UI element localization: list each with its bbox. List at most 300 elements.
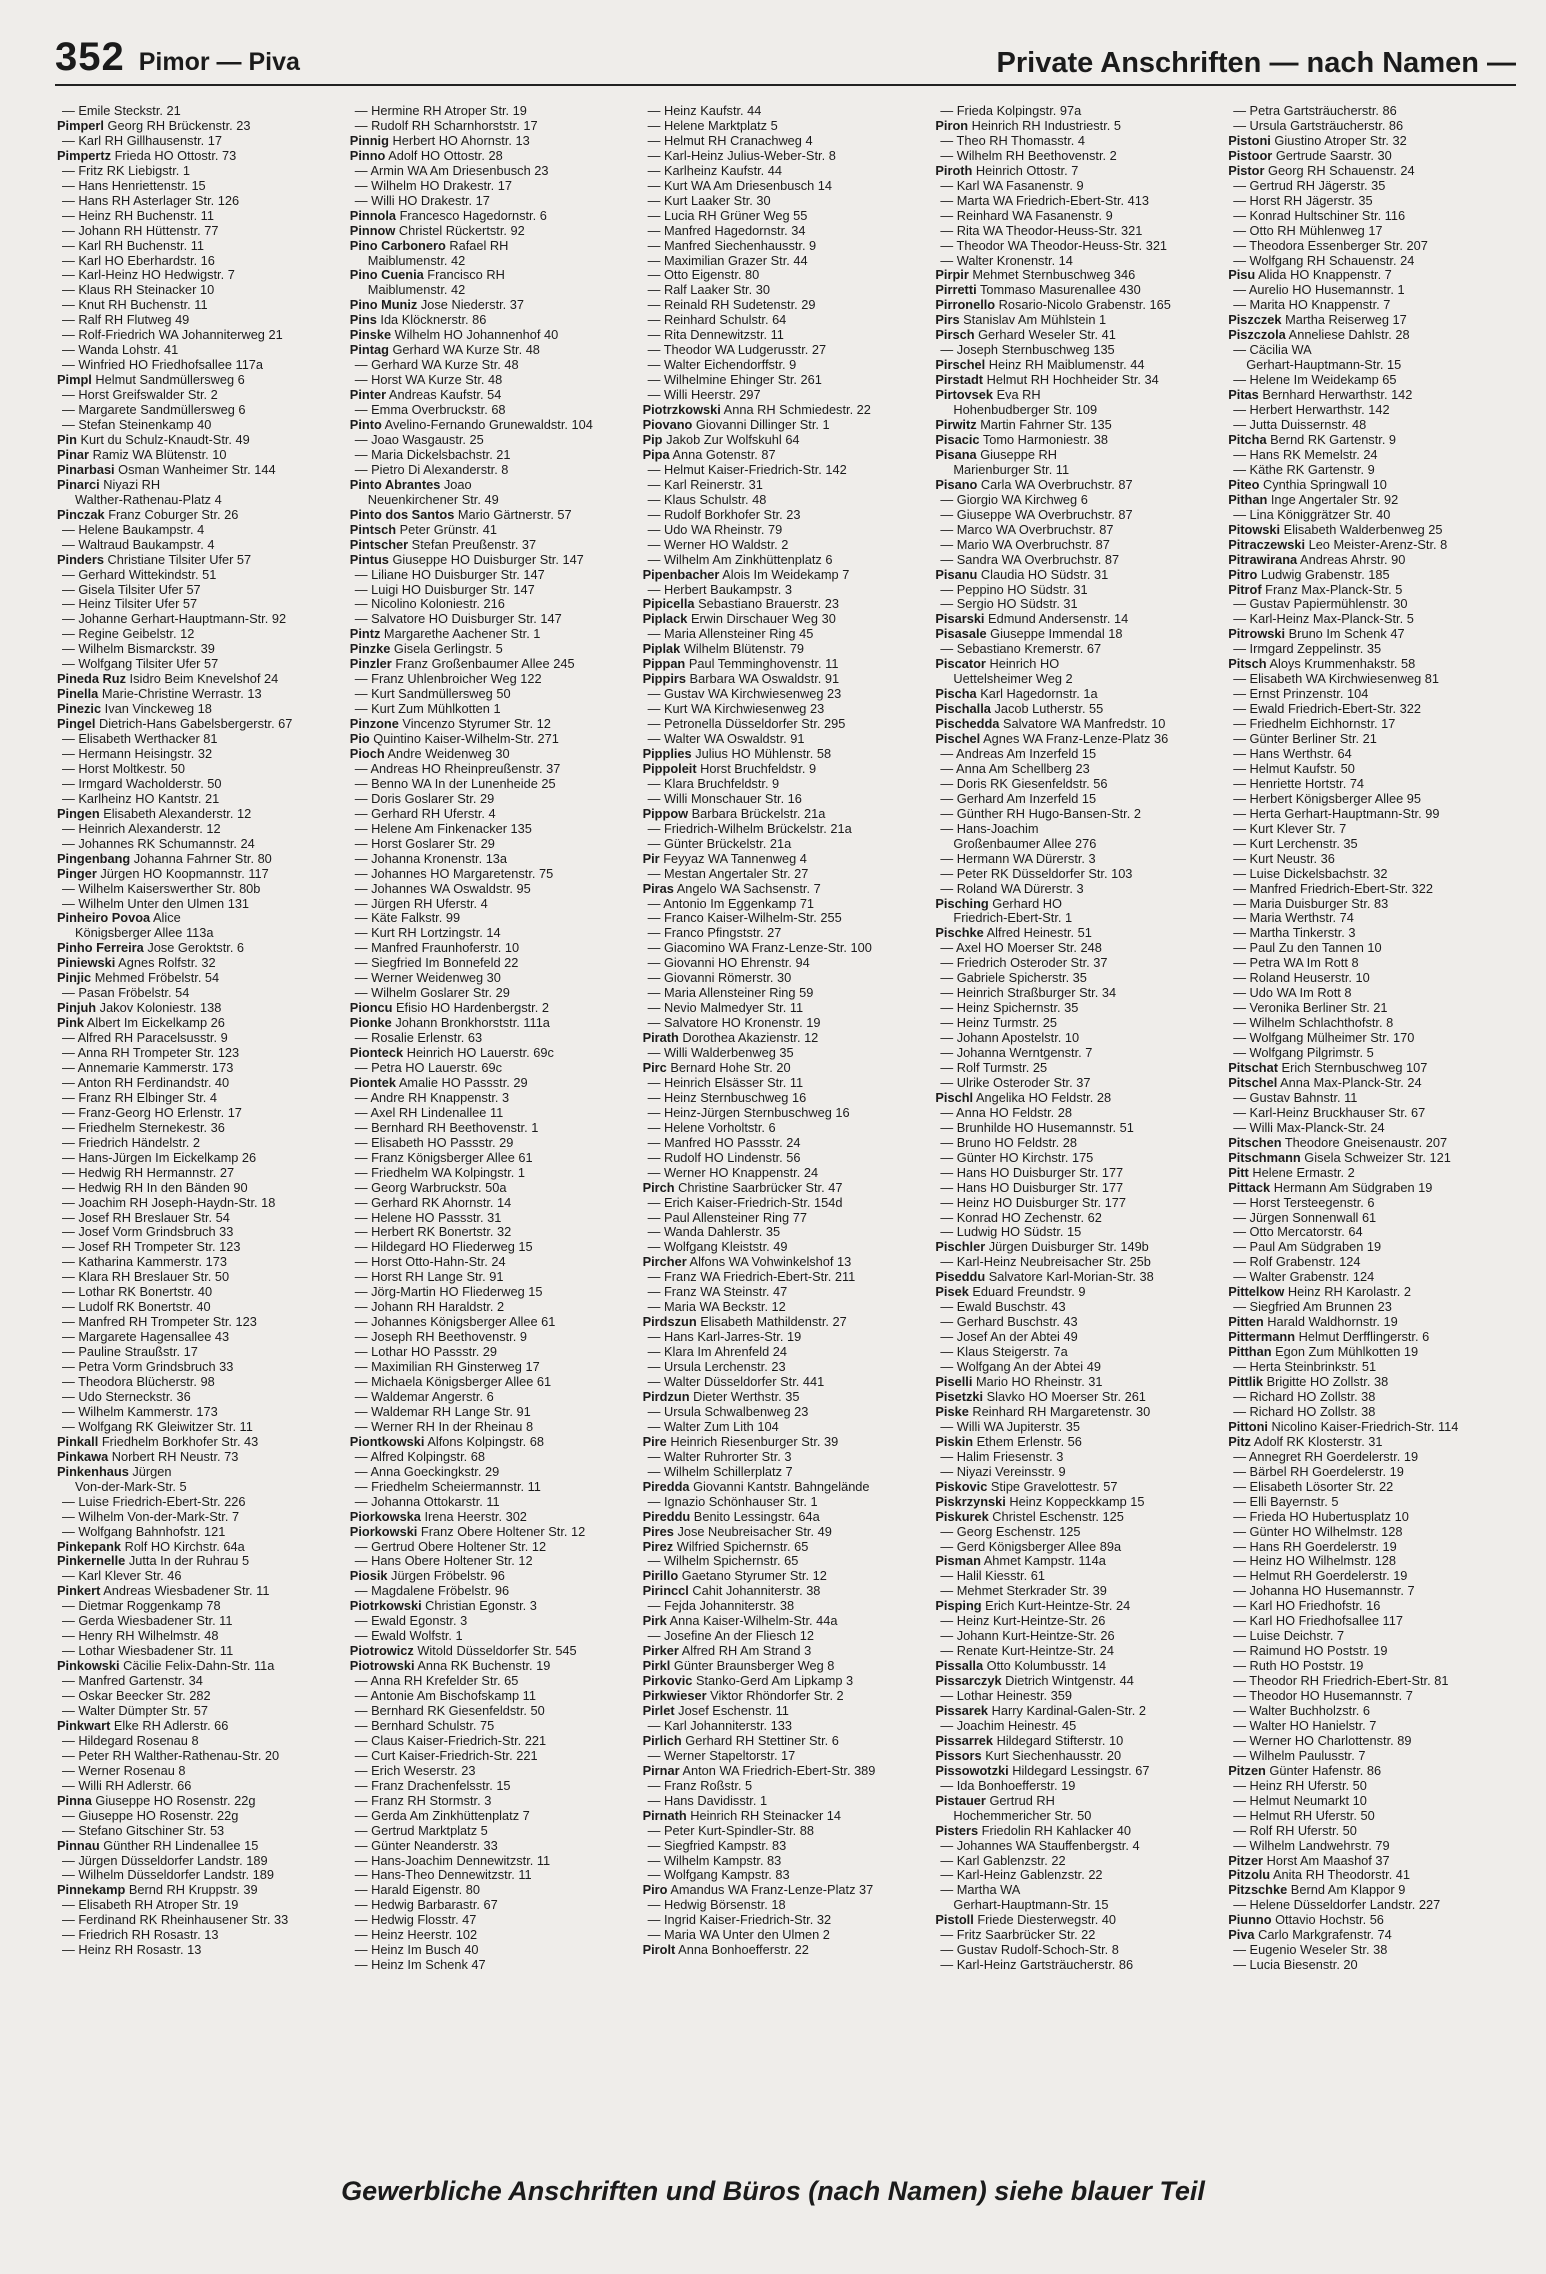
entry-surname: Pio	[349, 732, 370, 747]
directory-subentry: — Theodor HO Husemannstr. 7	[1233, 1689, 1413, 1704]
directory-subentry: — Heinz Spichernstr. 35	[940, 1001, 1079, 1016]
entry-details: Martha Reiserweg 17	[1281, 313, 1407, 328]
directory-subentry: — Willi Walderbenweg 35	[647, 1046, 794, 1061]
directory-subentry: — Hans-Joachim Dennewitzstr. 11	[354, 1853, 551, 1868]
directory-subentry: — Alfred RH Paracelsusstr. 9	[62, 1031, 228, 1046]
entry-surname: Piron	[935, 118, 969, 133]
entry-details: Irena Heerstr. 302	[420, 1509, 527, 1524]
entry-details: Salvatore Karl-Morian-Str. 38	[985, 1270, 1154, 1285]
directory-subentry: — Karl-Heinz Julius-Weber-Str. 8	[647, 148, 836, 163]
entry-surname: Pino Cuenia	[349, 268, 424, 283]
entry-details: Anna Kaiser-Wilhelm-Str. 44a	[666, 1614, 838, 1629]
entry-details: Adolf RK Klosterstr. 31	[1250, 1434, 1383, 1449]
entry-details: Jürgen Duisburger Str. 149b	[985, 1240, 1149, 1255]
directory-subentry: — Franz RH Stormstr. 3	[354, 1793, 492, 1808]
directory-subentry: — Margarete Sandmüllersweg 6	[62, 403, 246, 418]
entry-details: Horst Bruchfeldstr. 9	[696, 761, 817, 776]
directory-entry	[935, 1405, 1224, 1420]
directory-subentry: — Herbert Königsberger Allee 95	[1233, 791, 1421, 806]
entry-surname: Piro	[642, 1883, 668, 1898]
directory-subentry: — Johannes WA Stauffenbergstr. 4	[940, 1838, 1140, 1853]
entry-surname: Pinheiro Povoa	[57, 911, 151, 926]
entry-details: Harry Kardinal-Galen-Str. 2	[988, 1703, 1146, 1718]
directory-subentry: — Mario WA Overbruchstr. 87	[940, 537, 1110, 552]
entry-continuation: Großenbaumer Allee 276	[953, 836, 1097, 851]
entry-details: Leo Meister-Arenz-Str. 8	[1305, 537, 1448, 552]
entry-details: Brigitte HO Zollstr. 38	[1263, 1375, 1389, 1390]
entry-details: Bernd RH Kruppstr. 39	[125, 1883, 258, 1898]
directory-column	[643, 104, 932, 2139]
entry-surname: Pissors	[935, 1748, 982, 1763]
entry-details: Ivan Vinckeweg 18	[101, 702, 212, 717]
directory-subentry: — Oskar Beecker Str. 282	[62, 1689, 211, 1704]
directory-subentry: — Hans-Jürgen Im Eickelkamp 26	[62, 1150, 257, 1165]
entry-surname: Pischalla	[935, 702, 991, 717]
entry-details: Benito Lessingstr. 64a	[690, 1509, 820, 1524]
directory-subentry: — Klaus Schulstr. 48	[647, 492, 767, 507]
entry-details: Günther RH Lindenallee 15	[99, 1838, 259, 1853]
directory-subentry: — Irmgard Zeppelinstr. 35	[1233, 642, 1382, 657]
directory-entry	[935, 1659, 1224, 1674]
directory-subentry: — Franz RH Elbinger Str. 4	[62, 1090, 218, 1105]
directory-entry	[1228, 478, 1517, 493]
entry-details: Amalie HO Passstr. 29	[396, 1075, 528, 1090]
directory-entry	[643, 1480, 932, 1495]
entry-surname: Pinnola	[349, 208, 397, 223]
entry-surname: Pitzschke	[1228, 1883, 1288, 1898]
entry-surname: Pipplies	[642, 746, 692, 761]
entry-details: Ethem Erlenstr. 56	[973, 1434, 1082, 1449]
entry-surname: Pires	[642, 1524, 674, 1539]
directory-subentry: — Maximilian Grazer Str. 44	[647, 253, 808, 268]
entry-details: Jose Geroktstr. 6	[143, 941, 245, 956]
directory-subentry: — Johannes RK Schumannstr. 24	[62, 836, 255, 851]
directory-entry	[935, 702, 1224, 717]
entry-surname: Pitzer	[1228, 1853, 1264, 1868]
directory-subentry: — Bernhard RK Giesenfeldstr. 50	[354, 1703, 545, 1718]
directory-entry	[350, 1569, 639, 1584]
entry-details: Avelino-Fernando Grunewaldstr. 104	[381, 418, 593, 433]
directory-subentry: — Wanda Lohstr. 41	[62, 343, 179, 358]
entry-details: Giuseppe HO Duisburger Str. 147	[388, 552, 584, 567]
directory-entry	[57, 911, 346, 926]
directory-subentry: — Elisabeth Werthacker 81	[62, 732, 218, 747]
directory-subentry: — Ernst Prinzenstr. 104	[1233, 687, 1369, 702]
entry-surname: Pimperl	[57, 118, 104, 133]
directory-subentry: — Karl HO Friedhofsallee 117	[1233, 1614, 1403, 1629]
directory-subentry: — Walter Zum Lith 104	[647, 1419, 779, 1434]
directory-entry	[57, 478, 346, 493]
directory-subentry: — Hans RK Memelstr. 24	[1233, 447, 1378, 462]
directory-entry	[643, 418, 932, 433]
directory-subentry: — Udo Sterneckstr. 36	[62, 1389, 191, 1404]
entry-details: Mario Gärtnerstr. 57	[454, 507, 572, 522]
directory-subentry: — Axel HO Moerser Str. 248	[940, 941, 1102, 956]
directory-entry	[57, 717, 346, 732]
entry-details: Christine Saarbrücker Str. 47	[674, 1180, 843, 1195]
directory-subentry: — Heinrich Straßburger Str. 34	[940, 986, 1117, 1001]
directory-subentry: — Waltraud Baukampstr. 4	[62, 537, 215, 552]
directory-subentry: — Manfred Hagedornstr. 34	[647, 223, 806, 238]
directory-entry	[935, 1495, 1224, 1510]
entry-surname: Pirker	[642, 1644, 679, 1659]
directory-entry	[935, 1435, 1224, 1450]
directory-entry	[1228, 1913, 1517, 1928]
directory-subentry: — Helmut RH Cranachweg 4	[647, 133, 813, 148]
directory-subentry: — Elli Bayernstr. 5	[1233, 1494, 1339, 1509]
entry-surname: Pittack	[1228, 1180, 1271, 1195]
entry-details: Edmund Andersenstr. 14	[984, 612, 1129, 627]
directory-subentry: — Horst Greifswalder Str. 2	[62, 388, 218, 403]
directory-subentry: — Joseph Sternbuschweg 135	[940, 343, 1115, 358]
directory-subentry: — Henriette Hortstr. 74	[1233, 776, 1365, 791]
entry-details: Anna RH Schmiedestr. 22	[720, 403, 871, 418]
entry-details: Dietrich Wintgenstr. 44	[1001, 1674, 1134, 1689]
directory-subentry: — Maria Allensteiner Ring 59	[647, 986, 814, 1001]
entry-surname: Pingenbang	[57, 851, 131, 866]
directory-subentry: — Bernhard RH Beethovenstr. 1	[354, 1120, 539, 1135]
entry-details: Paul Temminghovenstr. 11	[685, 657, 839, 672]
entry-details: Egon Zum Mühlkotten 19	[1271, 1345, 1419, 1360]
directory-subentry: — Klaus RH Steinacker 10	[62, 283, 215, 298]
directory-subentry: — Hans Obere Holtener Str. 12	[354, 1554, 533, 1569]
directory-subentry: — Wilhelm Düsseldorfer Landstr. 189	[62, 1868, 274, 1883]
entry-surname: Pirillo	[642, 1569, 679, 1584]
entry-details: Stanko-Gerd Am Lipkamp 3	[692, 1674, 854, 1689]
directory-subentry: — Martha Tinkerstr. 3	[1233, 926, 1356, 941]
directory-subentry: — Petronella Düsseldorfer Str. 295	[647, 717, 846, 732]
entry-surname: Piskrzynski	[935, 1494, 1006, 1509]
directory-subentry: — Karl Johanniterstr. 133	[647, 1718, 792, 1733]
directory-entry	[643, 1315, 932, 1330]
directory-entry	[1228, 657, 1517, 672]
directory-entry	[350, 134, 639, 149]
directory-subentry: — Maria WA Beckstr. 12	[647, 1300, 786, 1315]
directory-entry	[350, 1659, 639, 1674]
entry-details: Anton WA Friedrich-Ebert-Str. 389	[679, 1763, 876, 1778]
directory-entry	[935, 1674, 1224, 1689]
entry-details: Helmut Derfflingerstr. 6	[1295, 1330, 1430, 1345]
directory-subentry: — Luise Dickelsbachstr. 32	[1233, 866, 1388, 881]
directory-entry	[1228, 1061, 1517, 1076]
entry-surname: Pippoleit	[642, 761, 697, 776]
header-left	[55, 35, 300, 80]
directory-subentry: — Mestan Angertaler Str. 27	[647, 866, 809, 881]
directory-entry	[1228, 1285, 1517, 1300]
directory-subentry: — Heinz RH Rosastr. 13	[62, 1943, 202, 1958]
directory-subentry: — Marta WA Friedrich-Ebert-Str. 413	[940, 193, 1149, 208]
entry-details: Dietrich-Hans Gabelsbergerstr. 67	[95, 717, 293, 732]
entry-surname: Pintus	[349, 552, 389, 567]
directory-subentry: — Gerhard RK Ahornstr. 14	[354, 1195, 512, 1210]
directory-entry	[935, 1510, 1224, 1525]
directory-entry	[643, 852, 932, 867]
entry-details: Jürgen HO Koopmannstr. 117	[96, 866, 269, 881]
directory-subentry: — Maria Werthstr. 74	[1233, 911, 1354, 926]
directory-subentry: — Maria Dickelsbachstr. 21	[354, 447, 511, 462]
directory-subentry: — Elisabeth WA Kirchwiesenweg 81	[1233, 672, 1439, 687]
entry-details: Ludwig Grabenstr. 185	[1257, 567, 1390, 582]
directory-subentry: — Herbert Baukampstr. 3	[647, 582, 792, 597]
directory-subentry: — Lucia RH Grüner Weg 55	[647, 208, 808, 223]
directory-subentry: — Horst Moltkestr. 50	[62, 761, 186, 776]
directory-subentry: — Giuseppe WA Overbruchstr. 87	[940, 507, 1133, 522]
directory-subentry: — Gertrud Marktplatz 5	[354, 1823, 488, 1838]
directory-subentry: — Joao Wasgaustr. 25	[354, 432, 484, 447]
directory-subentry: — Jürgen RH Uferstr. 4	[354, 896, 488, 911]
directory-subentry: — Liliane HO Duisburger Str. 147	[354, 567, 545, 582]
entry-continuation: Hochemmericher Str. 50	[953, 1808, 1092, 1823]
directory-subentry: — Kurt RH Lortzingstr. 14	[354, 926, 501, 941]
entry-details: Eva RH	[993, 388, 1041, 403]
entry-details: Adolf HO Ottostr. 28	[385, 148, 503, 163]
directory-subentry: — Ida Bonhoefferstr. 19	[940, 1778, 1076, 1793]
entry-details: Francisco RH	[423, 268, 505, 283]
directory-entry	[350, 1076, 639, 1091]
directory-subentry: — Lucia Biesenstr. 20	[1233, 1958, 1358, 1973]
entry-surname: Piva	[1228, 1928, 1255, 1943]
directory-subentry: — Luise Deichstr. 7	[1233, 1629, 1345, 1644]
directory-subentry: — Halil Kiesstr. 61	[940, 1569, 1045, 1584]
directory-subentry: — Ursula Gartsträucherstr. 86	[1233, 118, 1404, 133]
entry-continuation: Maiblumenstr. 42	[367, 253, 466, 268]
directory-subentry: — Ignazio Schönhauser Str. 1	[647, 1494, 818, 1509]
directory-entry	[350, 747, 639, 762]
directory-entry	[350, 627, 639, 642]
entry-surname: Pinter	[349, 388, 387, 403]
entry-surname: Pingen	[57, 806, 100, 821]
directory-subentry: — Kurt Laaker Str. 30	[647, 193, 771, 208]
directory-subentry: — Joseph RH Beethovenstr. 9	[354, 1330, 527, 1345]
directory-subentry: — Josef Vorm Grindsbruch 33	[62, 1225, 234, 1240]
entry-details: Alois Im Weidekamp 7	[719, 567, 850, 582]
entry-surname: Pirtovsek	[935, 388, 994, 403]
directory-subentry: — Gerda Wiesbadener Str. 11	[62, 1614, 233, 1629]
entry-surname: Pitrowski	[1228, 627, 1286, 642]
entry-surname: Pireddu	[642, 1509, 691, 1524]
directory-subentry: — Helene Düsseldorfer Landstr. 227	[1233, 1898, 1441, 1913]
entry-details: Giovanni Dillinger Str. 1	[692, 418, 830, 433]
directory-subentry: — Pasan Fröbelstr. 54	[62, 986, 190, 1001]
directory-subentry: — Eugenio Weseler Str. 38	[1233, 1943, 1388, 1958]
entry-surname: Pinna	[57, 1793, 92, 1808]
entry-details: Franz Obere Holtener Str. 12	[417, 1524, 586, 1539]
directory-subentry: — Heinz Im Busch 40	[354, 1943, 479, 1958]
entry-surname: Pitsch	[1228, 657, 1267, 672]
entry-surname: Pirstadt	[935, 373, 984, 388]
directory-subentry: — Otto RH Mühlenweg 17	[1233, 223, 1383, 238]
entry-details: Johann Bronkhorststr. 111a	[391, 1016, 550, 1031]
directory-entry	[643, 1644, 932, 1659]
directory-subentry: — Herta Steinbrinkstr. 51	[1233, 1360, 1377, 1375]
entry-details: Horst Am Maashof 37	[1263, 1853, 1390, 1868]
directory-subentry: — Horst Otto-Hahn-Str. 24	[354, 1255, 506, 1270]
entry-details: Slavko HO Moerser Str. 261	[983, 1389, 1146, 1404]
directory-subentry: — Günter HO Kirchstr. 175	[940, 1150, 1094, 1165]
directory-subentry: — Reinhard Schulstr. 64	[647, 313, 787, 328]
entry-continuation: Gerhart-Hauptmann-Str. 15	[953, 1898, 1109, 1913]
entry-surname: Pitschen	[1228, 1135, 1282, 1150]
entry-details: Peter Grünstr. 41	[396, 522, 498, 537]
directory-entry	[643, 672, 932, 687]
directory-subentry: — Reinald RH Sudetenstr. 29	[647, 298, 816, 313]
directory-subentry: — Gustav Rudolf-Schoch-Str. 8	[940, 1943, 1119, 1958]
directory-subentry: — Werner HO Knappenstr. 24	[647, 1165, 819, 1180]
entry-details: Franz Großenbaumer Allee 245	[391, 657, 575, 672]
entry-details: Ida Klöcknerstr. 86	[376, 313, 487, 328]
entry-details: Herbert HO Ahornstr. 13	[388, 133, 530, 148]
directory-subentry: — Hans Werthstr. 64	[1233, 746, 1352, 761]
directory-entry	[1228, 1166, 1517, 1181]
directory-subentry: — Lina Königgrätzer Str. 40	[1233, 507, 1391, 522]
directory-subentry: — Willi Monschauer Str. 16	[647, 791, 802, 806]
directory-entry	[1228, 523, 1517, 538]
directory-subentry: — Heinz HO Duisburger Str. 177	[940, 1195, 1127, 1210]
directory-subentry: — Walter Eichendorffstr. 9	[647, 358, 797, 373]
directory-entry	[350, 1046, 639, 1061]
directory-subentry: — Werner Weidenweg 30	[354, 971, 501, 986]
entry-continuation: Maiblumenstr. 42	[367, 283, 466, 298]
entry-surname: Pircher	[642, 1255, 687, 1270]
directory-subentry: — Margarete Hagensallee 43	[62, 1330, 230, 1345]
entry-surname: Pissarrek	[935, 1733, 994, 1748]
entry-details: Ottavio Hochstr. 56	[1271, 1913, 1384, 1928]
directory-subentry: — Willi Max-Planck-Str. 24	[1233, 1120, 1385, 1135]
directory-subentry: — Wilhelm Von-der-Mark-Str. 7	[62, 1509, 240, 1524]
entry-surname: Pinto dos Santos	[349, 507, 455, 522]
directory-subentry: — Rudolf HO Lindenstr. 56	[647, 1150, 801, 1165]
directory-subentry: — Johann RH Haraldstr. 2	[354, 1300, 505, 1315]
directory-subentry: — Hedwig Flosstr. 47	[354, 1913, 477, 1928]
entry-surname: Pinkernelle	[57, 1554, 126, 1569]
directory-entry	[935, 478, 1224, 493]
entry-details: Rosario-Nicolo Grabenstr. 165	[995, 298, 1171, 313]
directory-subentry: — Gertrud Obere Holtener Str. 12	[354, 1539, 547, 1554]
directory-subentry: — Petra HO Lauerstr. 69c	[354, 1061, 503, 1075]
entry-surname: Pire	[642, 1434, 667, 1449]
directory-entry	[57, 1659, 346, 1674]
directory-subentry: — Gerhard RH Uferstr. 4	[354, 806, 496, 821]
directory-subentry: — Helmut Kaiser-Friedrich-Str. 142	[647, 462, 847, 477]
directory-entry	[350, 717, 639, 732]
entry-surname: Piseddu	[935, 1270, 986, 1285]
entry-surname: Pinar	[57, 447, 90, 462]
header-rule	[55, 84, 1516, 86]
entry-surname: Pirnath	[642, 1808, 687, 1823]
entry-surname: Pitschat	[1228, 1061, 1278, 1075]
entry-details: Alfons Kolpingstr. 68	[424, 1434, 544, 1449]
directory-subentry: — Gertrud RH Jägerstr. 35	[1233, 178, 1386, 193]
entry-surname: Pithan	[1228, 492, 1268, 507]
directory-subentry: — Heinz RH Buchenstr. 11	[62, 208, 214, 223]
directory-subentry: — Ewald Wolfstr. 1	[354, 1629, 463, 1644]
entry-details: Günter Braunsberger Weg 8	[670, 1659, 835, 1674]
directory-subentry: — Bruno HO Feldstr. 28	[940, 1135, 1077, 1150]
directory-entry	[935, 627, 1224, 642]
footer-note: Gewerbliche Anschriften und Büros (nach Namen) siehe blauer Teil	[341, 2176, 1205, 2206]
entry-details: Alfons WA Vohwinkelshof 13	[686, 1255, 852, 1270]
directory-subentry: — Marco WA Overbruchstr. 87	[940, 522, 1114, 537]
entry-surname: Pisching	[935, 896, 989, 911]
directory-entry	[350, 239, 639, 254]
directory-entry	[350, 1016, 639, 1031]
entry-details: Alfred Heinestr. 51	[983, 926, 1092, 941]
directory-subentry: — Renate Kurt-Heintze-Str. 24	[940, 1644, 1114, 1659]
entry-details: Barbara Brückelstr. 21a	[688, 806, 826, 821]
entry-details: Eduard Freundstr. 9	[968, 1285, 1086, 1300]
directory-subentry: — Heinz RH Uferstr. 50	[1233, 1778, 1367, 1793]
entry-details: Alice	[150, 911, 181, 926]
entry-surname: Piplak	[642, 642, 681, 657]
directory-subentry: — Gerhard Wittekindstr. 51	[62, 567, 217, 582]
directory-subentry: — Hans Davidisstr. 1	[647, 1793, 768, 1808]
directory-entry	[57, 119, 346, 134]
entry-continuation: Hohenbudberger Str. 109	[953, 403, 1098, 418]
directory-subentry: — Maria Allensteiner Ring 45	[647, 627, 814, 642]
directory-entry	[350, 523, 639, 538]
directory-entry	[57, 1839, 346, 1854]
directory-entry	[935, 657, 1224, 672]
entry-surname: Pirch	[642, 1180, 675, 1195]
directory-entry	[350, 343, 639, 358]
directory-subentry: — Rita WA Theodor-Heuss-Str. 321	[940, 223, 1143, 238]
directory-entry	[350, 642, 639, 657]
entry-surname: Pisters	[935, 1823, 979, 1838]
directory-entry	[57, 1016, 346, 1031]
directory-subentry: — Lothar Wiesbadener Str. 11	[62, 1644, 234, 1659]
directory-subentry: — Wilhelmine Ehinger Str. 261	[647, 373, 822, 388]
entry-details: Feyyaz WA Tannenweg 4	[659, 851, 807, 866]
entry-details: Nicolino Kaiser-Friedrich-Str. 114	[1268, 1419, 1459, 1434]
entry-surname: Pirschel	[935, 358, 986, 373]
directory-subentry: — Wilhelm Paulusstr. 7	[1233, 1748, 1366, 1763]
entry-details: Angelika HO Feldstr. 28	[973, 1090, 1112, 1105]
entry-surname: Pitz	[1228, 1434, 1251, 1449]
directory-subentry: — Emile Steckstr. 21	[62, 104, 181, 118]
directory-entry	[643, 1510, 932, 1525]
entry-surname: Pirath	[642, 1031, 679, 1046]
directory-subentry: — Martha WA	[940, 1883, 1021, 1898]
entry-details: Frieda HO Ottostr. 73	[111, 148, 237, 163]
directory-subentry: — Irmgard Wacholderstr. 50	[62, 776, 222, 791]
entry-details: Hermann Am Südgraben 19	[1270, 1180, 1433, 1195]
entry-surname: Pinkawa	[57, 1449, 109, 1464]
entry-surname: Pinnau	[57, 1838, 100, 1853]
directory-entry	[935, 298, 1224, 313]
entry-surname: Pinkwart	[57, 1718, 111, 1733]
entry-details: Giuseppe RH	[976, 447, 1058, 462]
entry-surname: Pistor	[1228, 163, 1265, 178]
entry-details: Efisio HO Hardenbergstr. 2	[392, 1001, 549, 1016]
directory-subentry: — Anna Goeckingkstr. 29	[354, 1464, 500, 1479]
directory-subentry: — Peter Kurt-Spindler-Str. 88	[647, 1823, 815, 1838]
entry-details: Reinhard RH Margaretenstr. 30	[968, 1404, 1151, 1419]
entry-surname: Pissalla	[935, 1659, 984, 1674]
entry-details: Hildegard Lessingstr. 67	[1008, 1763, 1150, 1778]
entry-details: Friedolin RH Kahlacker 40	[978, 1823, 1131, 1838]
directory-subentry: — Halim Friesenstr. 3	[940, 1449, 1064, 1464]
entry-details: Wilhelm Blütenstr. 79	[680, 642, 805, 657]
directory-entry	[1228, 583, 1517, 598]
entry-surname: Pitschmann	[1228, 1150, 1301, 1165]
entry-details: Christel Rückertstr. 92	[395, 223, 525, 238]
directory-entry	[643, 1734, 932, 1749]
directory-entry	[1228, 433, 1517, 448]
directory-subentry: — Antonie Am Bischofskamp 11	[354, 1689, 536, 1704]
directory-subentry: — Wilhelm Schlachthofstr. 8	[1233, 1016, 1394, 1031]
entry-details: Helmut RH Hochheider Str. 34	[983, 373, 1159, 388]
entry-surname: Pisetzki	[935, 1389, 984, 1404]
